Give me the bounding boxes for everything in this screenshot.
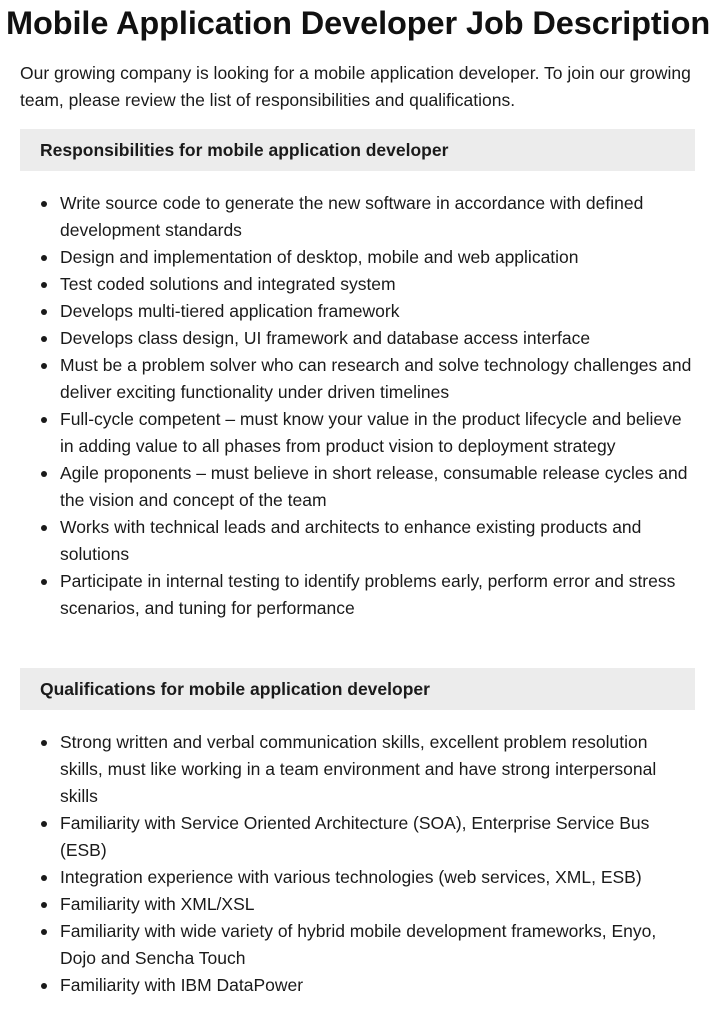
qualifications-heading: Qualifications for mobile application developer — [20, 668, 695, 710]
qualification-item: Familiarity with IBM DataPower — [20, 972, 695, 999]
responsibility-item: Write source code to generate the new software in accordance with defined development standards — [20, 190, 695, 244]
responsibility-item: Must be a problem solver who can research and solve technology challenges and deliver exciting functionality under driven timelines — [20, 352, 695, 406]
qualifications-list — [20, 729, 695, 999]
intro-paragraph: Our growing company is looking for a mobile application developer. To join our growing team, please review the list of responsibilities and qualifications. — [20, 63, 691, 110]
responsibility-item: Develops class design, UI framework and database access interface — [20, 325, 695, 352]
qualification-item: Familiarity with XML/XSL — [20, 891, 695, 918]
responsibility-item: Test coded solutions and integrated system — [20, 271, 695, 298]
qualification-item: Strong written and verbal communication skills, excellent problem resolution skills, must like working in a team environment and have strong interpersonal skills — [20, 729, 695, 810]
responsibility-item: Develops multi-tiered application framework — [20, 298, 695, 325]
qualification-item: Integration experience with various technologies (web services, XML, ESB) — [20, 864, 695, 891]
responsibilities-list — [20, 190, 695, 622]
page-title: Mobile Application Developer Job Description — [6, 5, 711, 41]
responsibility-item: Works with technical leads and architects to enhance existing products and solutions — [20, 514, 695, 568]
qualification-item: Familiarity with Service Oriented Architecture (SOA), Enterprise Service Bus (ESB) — [20, 810, 695, 864]
qualification-item: Familiarity with wide variety of hybrid mobile development frameworks, Enyo, Dojo and Sencha Touch — [20, 918, 695, 972]
responsibility-item: Participate in internal testing to identify problems early, perform error and stress scenarios, and tuning for performance — [20, 568, 695, 622]
responsibility-item: Full-cycle competent – must know your value in the product lifecycle and believe in adding value to all phases from product vision to deployment strategy — [20, 406, 695, 460]
responsibility-item: Design and implementation of desktop, mobile and web application — [20, 244, 695, 271]
responsibility-item: Agile proponents – must believe in short release, consumable release cycles and the vision and concept of the team — [20, 460, 695, 514]
responsibilities-heading: Responsibilities for mobile application developer — [20, 129, 695, 171]
